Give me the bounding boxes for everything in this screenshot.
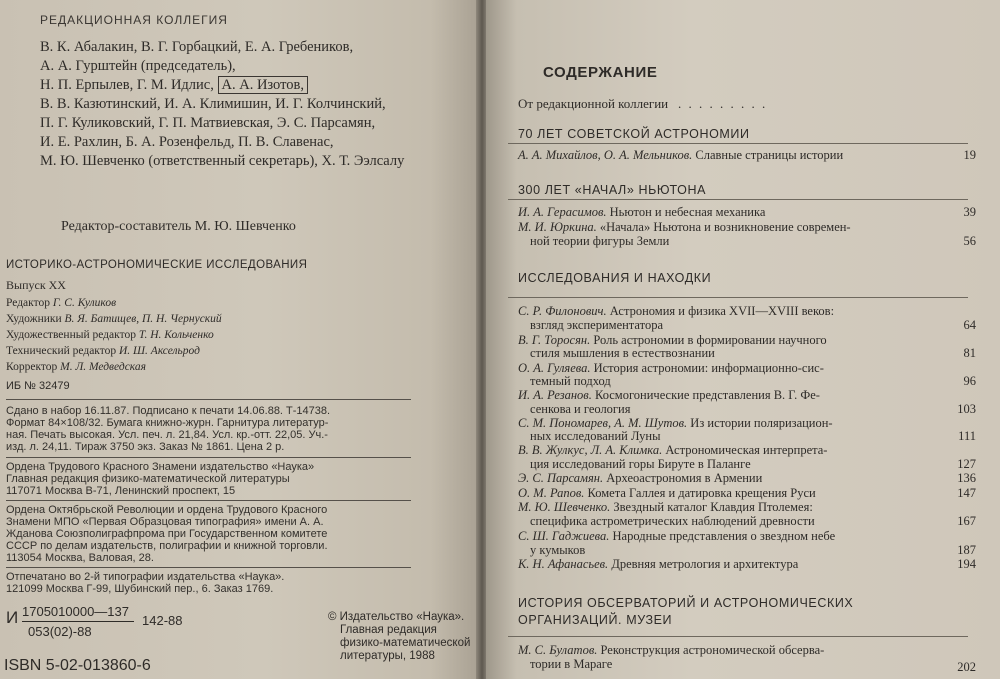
fraction-line xyxy=(22,621,134,622)
entry-author: В. В. Жулкус, Л. А. Климка. xyxy=(518,443,663,457)
entry-title: Археоастрономия в Армении xyxy=(603,471,763,485)
series-title: ИСТОРИКО-АСТРОНОМИЧЕСКИЕ ИССЛЕДОВАНИЯ xyxy=(6,259,308,271)
divider xyxy=(6,457,411,458)
entry-author: А. А. Михайлов, О. А. Мельников. xyxy=(518,148,693,162)
entry-continuation: темный подход xyxy=(530,374,611,388)
entry-title: Астрономическая интерпрета- xyxy=(662,443,828,457)
toc-section-title: ИССЛЕДОВАНИЯ И НАХОДКИ xyxy=(518,271,712,285)
entry-page: 96 xyxy=(963,374,976,388)
toc-entry xyxy=(518,304,834,319)
board-line xyxy=(40,77,308,94)
print-info-line: изд. л. 24,11. Тираж 3750 экз. Заказ № 1861. Цена 2 р. xyxy=(6,441,285,453)
section-rule xyxy=(508,199,968,200)
toc-entry xyxy=(518,643,824,658)
compiler-line: Редактор-составитель М. Ю. Шевченко xyxy=(61,219,296,234)
editorial-board-title: РЕДАКЦИОННАЯ КОЛЛЕГИЯ xyxy=(40,13,228,27)
index-code-suffix: 142-88 xyxy=(142,613,183,628)
entry-author: О. А. Гуляева. xyxy=(518,361,591,375)
entry-author: С. Ш. Гаджиева. xyxy=(518,529,610,543)
publisher-line: Ордена Трудового Красного Знамени издательство «Наука» xyxy=(6,461,315,473)
staff-role: Художники xyxy=(6,313,62,325)
toc-entry xyxy=(518,486,816,501)
staff-role: Редактор xyxy=(6,297,50,309)
entry-continuation: ных исследований Луны xyxy=(530,429,661,443)
board-line: М. Ю. Шевченко (ответственный секретарь), Х. Т. Ээлсалу xyxy=(40,153,405,169)
right-page xyxy=(486,0,1000,679)
toc-entry xyxy=(518,529,835,544)
toc-entry xyxy=(518,557,798,572)
board-line-text: Н. П. Ерпылев, Г. М. Идлис, xyxy=(40,77,214,93)
printer-line: Ордена Октябрьской Революции и ордена Трудового Красного xyxy=(6,504,328,516)
divider xyxy=(6,399,411,400)
toc-title: СОДЕРЖАНИЕ xyxy=(543,64,658,81)
staff-line xyxy=(6,297,116,309)
toc-section-title: 300 ЛЕТ «НАЧАЛ» НЬЮТОНА xyxy=(518,183,707,197)
entry-page: 147 xyxy=(957,486,976,500)
board-line: В. К. Абалакин, В. Г. Горбацкий, Е. А. Гребеников, xyxy=(40,39,354,55)
entry-page: 194 xyxy=(957,557,976,571)
index-code-numerator: 1705010000—137 xyxy=(22,604,129,619)
issue-number: Выпуск XX xyxy=(6,278,66,292)
entry-author: С. Р. Филонович. xyxy=(518,304,607,318)
entry-title: Звездный каталог Клавдия Птолемея: xyxy=(610,500,813,514)
entry-continuation: сенкова и геология xyxy=(530,402,631,416)
print-info-line: Формат 84×108/32. Бумага книжно-журн. Гарнитура литератур- xyxy=(6,417,329,429)
entry-author: К. Н. Афанасьев. xyxy=(518,557,609,571)
toc-entry xyxy=(518,388,820,403)
isbn: ISBN 5-02-013860-6 xyxy=(4,657,151,674)
publisher-line: 117071 Москва В-71, Ленинский проспект, 15 xyxy=(6,485,236,497)
entry-author: М. С. Булатов. xyxy=(518,643,598,657)
reprint-line: 121099 Москва Г-99, Шубинский пер., 6. Заказ 1769. xyxy=(6,583,274,595)
entry-title: Народные представления о звездном небе xyxy=(609,529,836,543)
entry-author: И. А. Резанов. xyxy=(518,388,592,402)
staff-role: Художественный редактор xyxy=(6,329,136,341)
entry-page: 39 xyxy=(963,205,976,219)
staff-name: Г. С. Куликов xyxy=(52,297,117,309)
section-rule xyxy=(508,636,968,637)
toc-intro-leader: . . . . . . . . . xyxy=(678,96,768,111)
entry-continuation: стиля мышления в естествознании xyxy=(530,346,715,360)
toc-section-title: 70 ЛЕТ СОВЕТСКОЙ АСТРОНОМИИ xyxy=(518,127,750,141)
section-rule xyxy=(508,143,968,144)
entry-continuation: тории в Мараге xyxy=(530,657,613,671)
staff-name: М. Л. Медведская xyxy=(60,361,146,373)
print-info-line: ная. Печать высокая. Усл. печ. л. 21,84. Усл. кр.-отт. 22,05. Уч.- xyxy=(6,429,328,441)
entry-title: Реконструкция астрономической обсерва- xyxy=(597,643,825,657)
board-line: И. Е. Рахлин, Б. А. Розенфельд, П. В. Славенас, xyxy=(40,134,334,150)
board-line: А. А. Гурштейн (председатель), xyxy=(40,58,236,74)
toc-intro: От редакционной коллегии xyxy=(518,96,669,111)
printer-line: 113054 Москва, Валовая, 28. xyxy=(6,552,154,564)
entry-title: Комета Галлея и датировка крещения Руси xyxy=(584,486,816,500)
publisher-line: Главная редакция физико-математической литературы xyxy=(6,473,290,485)
entry-continuation: взгляд экспериментатора xyxy=(530,318,663,332)
toc-entry xyxy=(518,148,843,163)
entry-page: 202 xyxy=(957,660,976,674)
toc-section-title: ОРГАНИЗАЦИЙ. МУЗЕИ xyxy=(518,613,673,627)
printer-line: Знамени МПО «Первая Образцовая типография» имени А. А. xyxy=(6,516,324,528)
entry-title: Ньютон и небесная механика xyxy=(606,205,766,219)
entry-page: 56 xyxy=(963,234,976,248)
reprint-line: Отпечатано во 2-й типографии издательства «Наука». xyxy=(6,571,285,583)
staff-name: И. Ш. Аксельрод xyxy=(119,345,200,357)
entry-page: 187 xyxy=(957,543,976,557)
entry-title: Древняя метрология и архитектура xyxy=(608,557,799,571)
entry-title: «Начала» Ньютона и возникновение современ- xyxy=(596,220,851,234)
entry-continuation: специфика астрометрических наблюдений древности xyxy=(530,514,815,528)
entry-title: Роль астрономии в формировании научного xyxy=(590,333,827,347)
entry-author: И. А. Герасимов. xyxy=(518,205,607,219)
entry-title: Космогонические представления В. Г. Фе- xyxy=(591,388,820,402)
printer-line: Жданова Союзполиграфпрома при Государственном комитете xyxy=(6,528,328,540)
entry-page: 127 xyxy=(957,457,976,471)
copyright-line: физико-математической xyxy=(340,637,471,649)
staff-role: Корректор xyxy=(6,361,58,373)
index-code-denominator: 053(02)-88 xyxy=(28,624,92,639)
staff-line xyxy=(6,313,222,325)
entry-page: 81 xyxy=(963,346,976,360)
entry-page: 136 xyxy=(957,471,976,485)
entry-continuation: ной теории фигуры Земли xyxy=(530,234,670,248)
copyright-line: © Издательство «Наука». xyxy=(328,611,465,623)
section-rule xyxy=(508,297,968,298)
entry-page: 167 xyxy=(957,514,976,528)
board-line: П. Г. Куликовский, Г. П. Матвиевская, Э. С. Парсамян, xyxy=(40,115,376,131)
left-page xyxy=(0,0,478,679)
toc-section-title: ИСТОРИЯ ОБСЕРВАТОРИЙ И АСТРОНОМИЧЕСКИХ xyxy=(518,596,854,610)
entry-continuation: у кумыков xyxy=(530,543,586,557)
divider xyxy=(6,500,411,501)
copyright-line: Главная редакция xyxy=(340,624,437,636)
entry-page: 111 xyxy=(958,429,976,443)
toc-entry xyxy=(518,205,765,220)
staff-line xyxy=(6,361,146,373)
toc-entry xyxy=(518,471,762,486)
print-info-line: Сдано в набор 16.11.87. Подписано к печати 14.06.88. Т-14738. xyxy=(6,405,331,417)
entry-title: Славные страницы истории xyxy=(692,148,844,162)
copyright-line: литературы, 1988 xyxy=(340,650,435,662)
entry-title: Из истории поляризацион- xyxy=(687,416,833,430)
toc-entry xyxy=(518,500,813,515)
staff-line xyxy=(6,329,214,341)
entry-continuation: ция исследований горы Бируте в Паланге xyxy=(530,457,751,471)
entry-title: Астрономия и физика XVII—XVIII веков: xyxy=(606,304,835,318)
entry-page: 19 xyxy=(963,148,976,162)
staff-name: В. Я. Батищев, П. Н. Чернуский xyxy=(64,313,222,325)
divider xyxy=(6,567,411,568)
staff-role: Технический редактор xyxy=(6,345,117,357)
entry-title: История астрономии: информационно-сис- xyxy=(590,361,824,375)
staff-line xyxy=(6,345,200,357)
staff-name: Т. Н. Кольченко xyxy=(138,329,214,341)
entry-author: О. М. Рапов. xyxy=(518,486,585,500)
entry-page: 64 xyxy=(963,318,976,332)
entry-author: Э. С. Парсамян. xyxy=(518,471,604,485)
entry-page: 103 xyxy=(957,402,976,416)
entry-author: М. Ю. Шевченко. xyxy=(518,500,611,514)
boxed-member: А. А. Изотов, xyxy=(218,76,308,94)
toc-entry xyxy=(518,443,827,458)
printer-line: СССР по делам издательств, полиграфии и книжной торговли. xyxy=(6,540,328,552)
index-code-letter: И xyxy=(6,608,19,627)
ib-number: ИБ № 32479 xyxy=(6,380,70,392)
toc-entry xyxy=(518,220,851,235)
entry-author: М. И. Юркина. xyxy=(518,220,597,234)
entry-author: В. Г. Торосян. xyxy=(518,333,591,347)
entry-author: С. М. Пономарев, А. М. Шутов. xyxy=(518,416,688,430)
board-line: В. В. Казютинский, И. А. Климишин, И. Г. Колчинский, xyxy=(40,96,386,112)
